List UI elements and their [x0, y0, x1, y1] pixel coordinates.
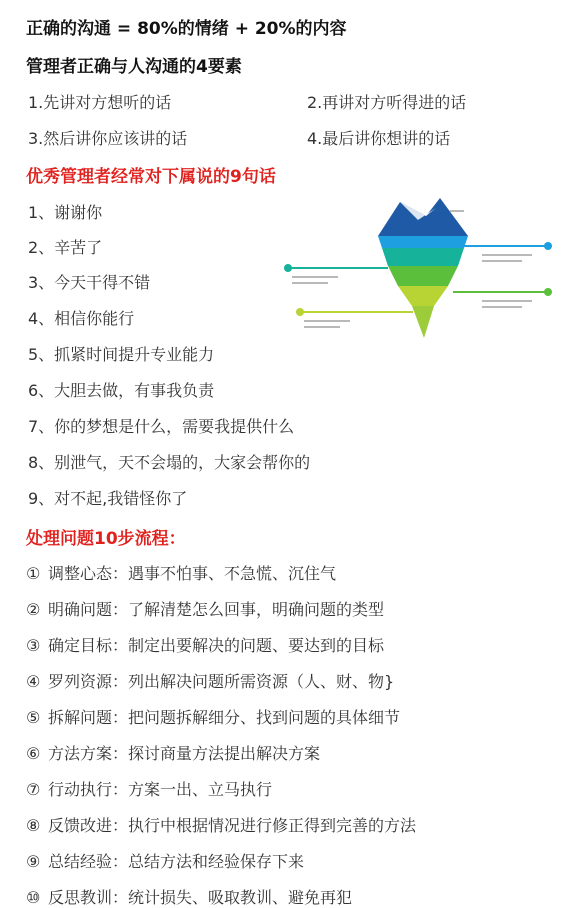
section2-heading: 优秀管理者经常对下属说的9句话 [26, 167, 276, 187]
step-item-2 [26, 597, 384, 620]
phrase-item-5: 5、抓紧时间提升专业能力 [28, 345, 215, 364]
step-text: 拆解问题：把问题拆解细分、找到问题的具体细节 [48, 708, 401, 727]
section3-heading: 处理问题10步流程： [26, 529, 186, 549]
iceberg-band-teal [382, 248, 464, 266]
step-number: ④ [26, 672, 41, 691]
step-item-4 [26, 669, 394, 692]
step-text: 反馈改进：执行中根据情况进行修正得到完善的方法 [48, 816, 417, 835]
step-text: 总结经验：总结方法和经验保存下来 [48, 852, 305, 871]
step-text: 反思教训：统计损失、吸取教训、避免再犯 [48, 888, 353, 907]
step-number: ⑥ [26, 744, 41, 763]
step-item-7 [26, 777, 272, 800]
step-number: ① [26, 564, 41, 583]
iceberg-illustration [268, 188, 568, 348]
step-text: 调整心态：遇事不怕事、不急慌、沉住气 [48, 564, 337, 583]
step-item-5 [26, 705, 400, 728]
step-number: ⑦ [26, 780, 41, 799]
step-number: ⑩ [26, 888, 41, 907]
phrase-item-3: 3、今天干得不错 [28, 273, 151, 292]
step-number: ⑨ [26, 852, 41, 871]
phrase-item-7: 7、你的梦想是什么，需要我提供什么 [28, 417, 295, 436]
step-number: ③ [26, 636, 41, 655]
phrase-item-9: 9、对不起,我错怪你了 [28, 489, 188, 508]
step-number: ② [26, 600, 41, 619]
step-item-10 [26, 885, 352, 908]
connector-dot-teal [284, 264, 292, 272]
iceberg-band-green [388, 266, 458, 286]
step-text: 明确问题：了解清楚怎么回事，明确问题的类型 [48, 600, 385, 619]
iceberg-peak [378, 198, 468, 236]
iceberg-tip [412, 306, 434, 338]
phrase-item-4: 4、相信你能行 [28, 309, 135, 328]
connector-dot-blue [544, 242, 552, 250]
main-title: 正确的沟通 = 80%的情绪 + 20%的内容 [26, 19, 347, 39]
connector-dot-green [544, 288, 552, 296]
element-item-2: 2.再讲对方听得进的话 [307, 93, 467, 112]
phrase-item-6: 6、大胆去做，有事我负责 [28, 381, 215, 400]
phrase-item-1: 1、谢谢你 [28, 203, 103, 222]
phrase-item-2: 2、辛苦了 [28, 238, 103, 257]
iceberg-band-blue [378, 236, 468, 248]
step-text: 行动执行：方案一出、立马执行 [48, 780, 273, 799]
step-text: 确定目标：制定出要解决的问题、要达到的目标 [48, 636, 385, 655]
element-item-3: 3.然后讲你应该讲的话 [28, 129, 188, 148]
step-item-3 [26, 633, 384, 656]
phrase-item-8: 8、别泄气，天不会塌的，大家会帮你的 [28, 453, 311, 472]
step-number: ⑧ [26, 816, 41, 835]
element-item-1: 1.先讲对方想听的话 [28, 93, 172, 112]
step-item-1 [26, 561, 336, 584]
step-item-9 [26, 849, 304, 872]
element-item-4: 4.最后讲你想讲的话 [307, 129, 451, 148]
step-item-8 [26, 813, 416, 836]
iceberg-band-lime [398, 286, 448, 306]
section1-heading: 管理者正确与人沟通的4要素 [26, 57, 242, 77]
step-number: ⑤ [26, 708, 41, 727]
step-item-6 [26, 741, 320, 764]
step-text: 罗列资源：列出解决问题所需资源（人、财、物} [48, 672, 395, 691]
step-text: 方法方案：探讨商量方法提出解决方案 [48, 744, 321, 763]
connector-dot-lime [296, 308, 304, 316]
